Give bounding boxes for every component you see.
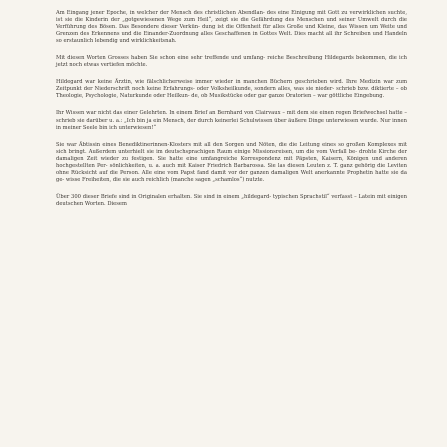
paragraph-letter: Ihr Wissen war nicht das einer Gelehrten. In einem Brief an Bernhard von Clairvaux – mit dem sie einen regen Briefwechsel hatte – schrieb sie darüber u. a.: „Ich bin ja ein Mensch, der durch keinerlei Schulwissen über äußere Dinge unterwiesen wurde. Nur innen in meiner Seele bin ich unterwiesen!“	[56, 110, 407, 131]
paragraph-intro: Am Eingang jener Epoche, in welcher der Mensch des christlichen Abendlan- des eine Einigung mit Gott zu verwirklichen suchte, ist sie die Kinderin der „gotgewiesenen Wege zum Heil“, zeigt sie die Gefährdung des Menschen und seiner Umwelt durch die Verführung des Bösen. Das Besondere dieser Verkün- dung ist die Offenheit für alles Große und Kleine, das Wissen um Weite und Grenzen des Erkennens und die Einander-Zuordnung alles Geschaffenen in Gottes Welt. Dies macht all ihr Schreiben und Handeln so erstaunlich lebendig und wirklichkeitsnah.	[56, 10, 407, 45]
paragraph-transition: Mit diesen Worten Grosses haben Sie schon eine sehr treffende und umfang- reiche Beschreibung Hildegards bekommen, die ich jetzt noch etwas vertiefen möchte.	[56, 55, 407, 69]
paragraph-letters-preserved: Über 300 dieser Briefe sind in Originalen erhalten. Sie sind in einem „hildegard- typischen Sprachstil“ verfasst – Latein mit einigen deutschen Worten. Diesem	[56, 193, 407, 207]
paragraph-abbess: Sie war Äbtissin eines Benediktinerinnen-Klosters mit all den Sorgen und Nöten, die die Leitung eines so großen Komplexes mit sich bringt. Außerdem unterhielt sie im deutschsprachigen Raum einige Missionsreisen, um die vom Verfall be- drohte Kirche der damaligen Zeit wieder zu festigen. Sie hatte eine umfangreiche Korrespondenz mit Päpsten, Kaisern, Königen und anderen hochgestellten Per- sönlichkeiten, u. a. auch mit Kaiser Friedrich Barbarossa. Sie las diesen Leuten z. T. ganz gehörig die Leviten ohne Rücksicht auf die Person. Alle eine vom Papst fand damit vor der ganzen damaligen Welt anerkannte Prophetin hatte sie da ge- wisse Freiheiten, die sie auch reichlich (manche sagen „schamlos“) nutzte.	[56, 141, 407, 183]
paragraph-medicine: Hildegard war keine Ärztin, wie fälschlicherweise immer wieder in manchen Büchern geschrieben wird. Ihre Medizin war zum Zeitpunkt der Niederschrift noch keine Erfahrungs- oder Volksheilkunde, sondern alles, was sie nieder- schrieb bzw. diktierte – ob Theologie, Psychologie, Naturkunde oder Heilkun- de, ob Musikstücke oder gar ganze Oratorien – war göttliche Eingebung.	[56, 79, 407, 100]
